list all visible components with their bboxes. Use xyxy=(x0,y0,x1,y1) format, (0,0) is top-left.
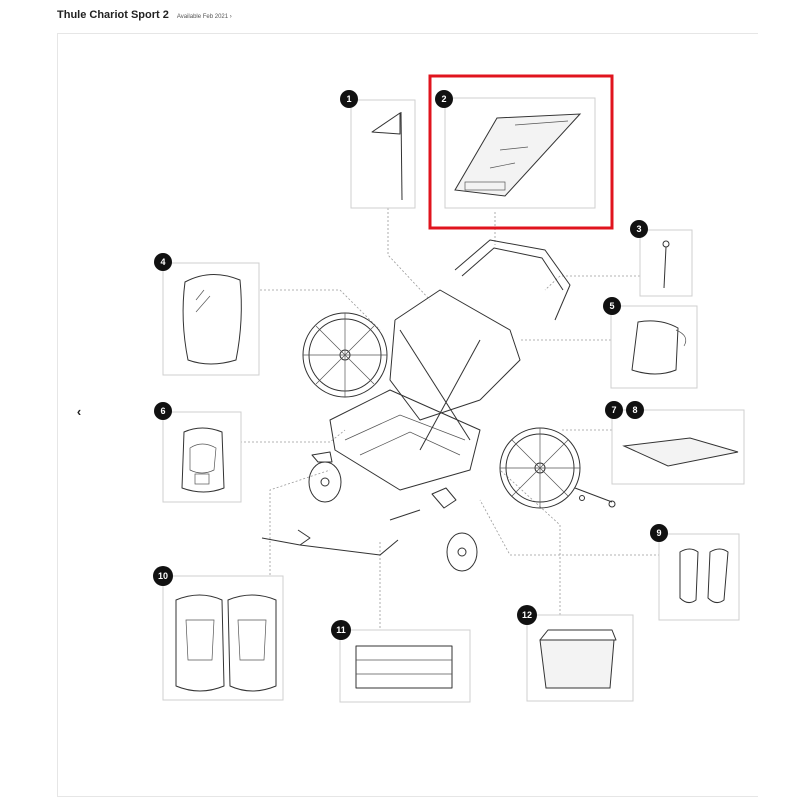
svg-text:6: 6 xyxy=(160,406,166,416)
badge-7[interactable] xyxy=(605,401,623,419)
part-box-6[interactable] xyxy=(163,412,241,502)
availability-link[interactable]: Available Feb 2021 › xyxy=(176,14,232,20)
part-box-11[interactable] xyxy=(340,630,470,702)
part-box-2[interactable] xyxy=(445,98,595,208)
badge-5[interactable] xyxy=(603,297,621,315)
svg-text:8: 8 xyxy=(632,405,638,415)
part-box-1[interactable] xyxy=(351,100,415,208)
product-title: Thule Chariot Sport 2 xyxy=(57,9,169,21)
badge-3[interactable] xyxy=(630,220,648,238)
svg-text:4: 4 xyxy=(160,257,166,267)
badge-4[interactable] xyxy=(154,253,172,271)
svg-text:5: 5 xyxy=(609,301,615,311)
badge-8[interactable] xyxy=(626,401,644,419)
badge-11[interactable] xyxy=(331,620,351,640)
stroller-frame-illustration xyxy=(262,240,615,571)
part-box-12[interactable] xyxy=(527,615,633,701)
svg-text:10: 10 xyxy=(157,571,169,581)
badge-6[interactable] xyxy=(154,402,172,420)
leader-lines xyxy=(240,208,660,628)
badge-10[interactable] xyxy=(153,566,173,586)
part-box-10[interactable] xyxy=(163,576,283,700)
svg-text:2: 2 xyxy=(441,94,447,104)
part-box-4[interactable] xyxy=(163,263,259,375)
part-box-3[interactable] xyxy=(640,230,692,296)
badge-2[interactable] xyxy=(435,90,453,108)
svg-text:3: 3 xyxy=(636,224,642,234)
part-box-7-8[interactable] xyxy=(612,410,744,484)
badge-12[interactable] xyxy=(517,605,537,625)
svg-text:11: 11 xyxy=(336,625,346,635)
badge-9[interactable] xyxy=(650,524,668,542)
svg-text:7: 7 xyxy=(611,405,617,415)
chevron-left-icon[interactable]: ‹ xyxy=(76,404,82,419)
part-box-9[interactable] xyxy=(659,534,739,620)
svg-text:1: 1 xyxy=(346,94,352,104)
part-box-5[interactable] xyxy=(611,306,697,388)
svg-text:12: 12 xyxy=(521,610,533,620)
svg-text:9: 9 xyxy=(656,528,662,538)
badge-1[interactable] xyxy=(340,90,358,108)
